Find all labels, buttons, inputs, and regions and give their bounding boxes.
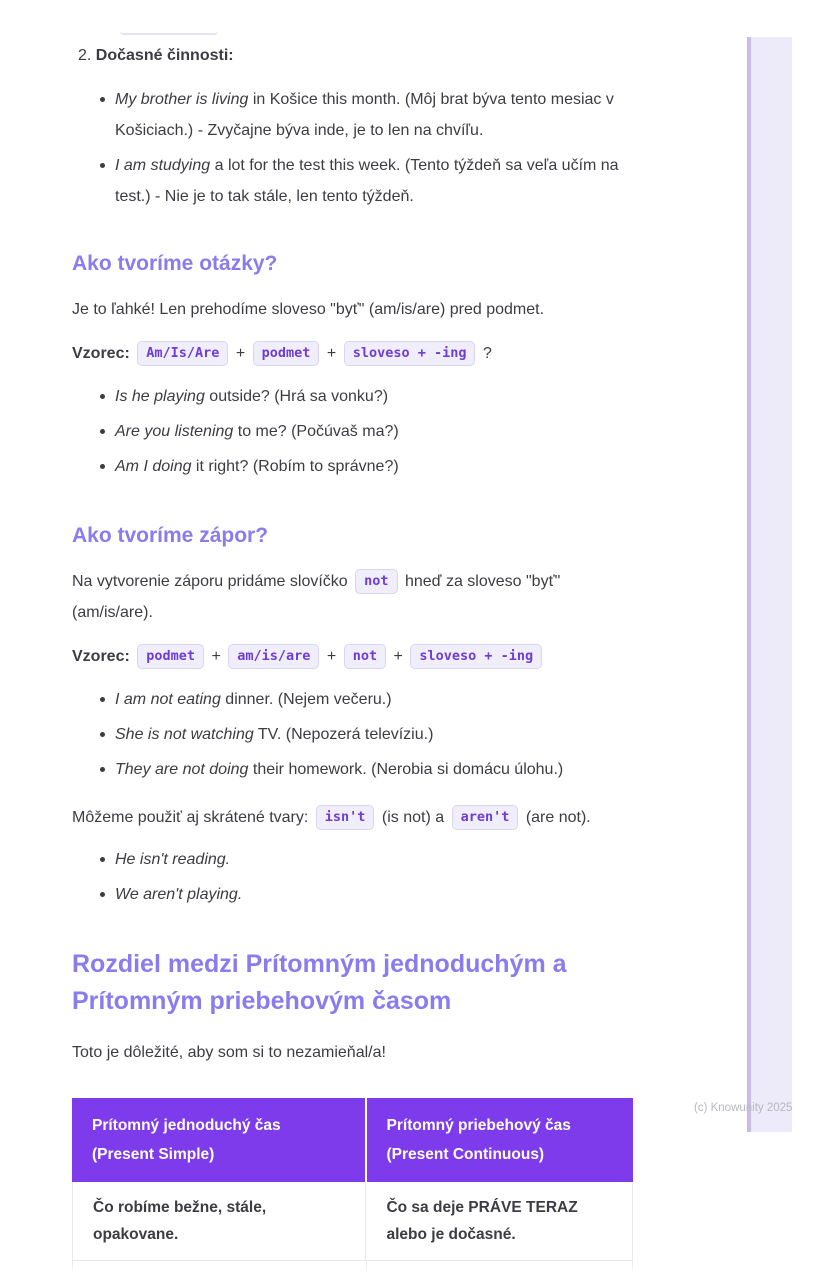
example-translation: a lot for the test this week. (Tento týždeň sa veľa učím na test.) - Nie je to tak stále, len tento týždeň.	[115, 157, 619, 205]
example-english: My brother is living	[115, 91, 249, 108]
code-badge: Am/Is/Are	[137, 341, 228, 366]
table-row-cut-off	[72, 1261, 633, 1276]
list-item	[115, 684, 634, 715]
negative-examples-list	[72, 684, 634, 785]
plus-sign: +	[393, 648, 403, 665]
item-number: 2.	[78, 47, 92, 64]
code-badge: sloveso + -ing	[410, 644, 542, 669]
example-translation: in Košice this month. (Môj brat býva tento mesiac v Košiciach.) - Zvyčajne býva inde, je to len na chvíľu.	[115, 91, 614, 139]
table-header-row	[72, 1098, 633, 1182]
plus-sign: +	[235, 345, 246, 362]
example-translation: to me? (Počúvaš ma?)	[233, 423, 399, 440]
table-header-cell: Prítomný jednoduchý čas (Present Simple)	[72, 1098, 367, 1182]
page-bottom-fade	[70, 1261, 635, 1276]
code-badge: sloveso + -ing	[344, 341, 476, 366]
example-english: Am I doing	[115, 458, 192, 475]
code-badge: podmet	[137, 644, 204, 669]
formula-label: Vzorec:	[72, 345, 130, 362]
list-item	[115, 451, 634, 482]
negative-formula	[72, 641, 634, 672]
questions-examples-list	[72, 381, 634, 482]
table-header-cell: Prítomný priebehový čas (Present Continuous)	[386, 1117, 571, 1163]
short-forms-before: Môžeme použiť aj skrátené tvary:	[72, 809, 309, 826]
plus-sign: +	[211, 648, 221, 665]
formula-label: Vzorec:	[72, 648, 130, 665]
questions-formula	[72, 338, 634, 369]
example-english: He isn't reading.	[115, 851, 231, 868]
difference-intro: Toto je dôležité, aby som si to nezamieňal/a!	[72, 1044, 386, 1061]
code-badge: podmet	[253, 341, 320, 366]
section-heading-negative: Ako tvoríme zápor?	[72, 524, 269, 547]
list-item	[115, 416, 634, 447]
list-item	[115, 150, 634, 212]
example-english: I am studying	[115, 157, 211, 174]
example-translation: it right? (Robím to správne?)	[191, 458, 399, 475]
code-badge: not	[344, 644, 386, 669]
example-translation: outside? (Hrá sa vonku?)	[204, 388, 389, 405]
code-badge: isn't	[316, 805, 375, 830]
plus-sign: +	[326, 345, 337, 362]
table-cell: Čo sa deje PRÁVE TERAZ alebo je dočasné.	[386, 1199, 578, 1243]
item-title: Dočasné činnosti:	[95, 47, 234, 64]
example-translation: TV. (Nepozerá televíziu.)	[253, 726, 434, 743]
document-content	[72, 33, 634, 1276]
example-english: Are you listening	[115, 423, 234, 440]
example-english: She is not watching	[115, 726, 254, 743]
table-row	[72, 1182, 633, 1261]
list-item	[115, 754, 634, 785]
negative-intro-after: hneď za sloveso "byť" (am/is/are).	[72, 573, 561, 621]
section-heading-difference: Rozdiel medzi Prítomným jednoduchým a Prítomným priebehovým časom	[72, 950, 567, 1015]
list-item	[115, 381, 634, 412]
example-english: I am not eating	[115, 691, 221, 708]
example-english: We aren't playing.	[115, 886, 243, 903]
short-forms-paragraph	[72, 802, 634, 833]
numbered-list-item	[78, 40, 634, 71]
negative-intro	[72, 566, 634, 628]
list-item	[115, 844, 634, 875]
code-badge: not	[355, 569, 397, 594]
example-english: They are not doing	[115, 761, 249, 778]
list-item	[115, 84, 634, 146]
plus-sign: +	[326, 648, 337, 665]
list-item	[115, 879, 634, 910]
right-margin-bar	[747, 37, 792, 1132]
short-forms-between: (is not) a	[381, 809, 445, 826]
short-forms-after: (are not).	[525, 809, 591, 826]
comparison-table	[72, 1098, 633, 1276]
temporary-activities-list	[72, 84, 634, 212]
section-heading-questions: Ako tvoríme otázky?	[72, 252, 278, 275]
questions-intro: Je to ľahké! Len prehodíme sloveso "byť" (am/is/are) pred podmet.	[72, 301, 545, 318]
knowunity-watermark: (c) Knowunity 2025	[694, 1102, 793, 1114]
table-cell: Čo robíme bežne, stále, opakovane.	[73, 1182, 366, 1260]
short-forms-examples-list	[72, 844, 634, 910]
negative-intro-before: Na vytvorenie záporu pridáme slovíčko	[72, 573, 348, 590]
list-item	[115, 719, 634, 750]
example-translation: dinner. (Nejem večeru.)	[220, 691, 392, 708]
example-english: Is he playing	[115, 388, 205, 405]
example-translation: their homework. (Nerobia si domácu úlohu.)	[248, 761, 564, 778]
code-badge: aren't	[452, 805, 519, 830]
code-badge: am/is/are	[228, 644, 319, 669]
question-mark: ?	[482, 345, 492, 362]
